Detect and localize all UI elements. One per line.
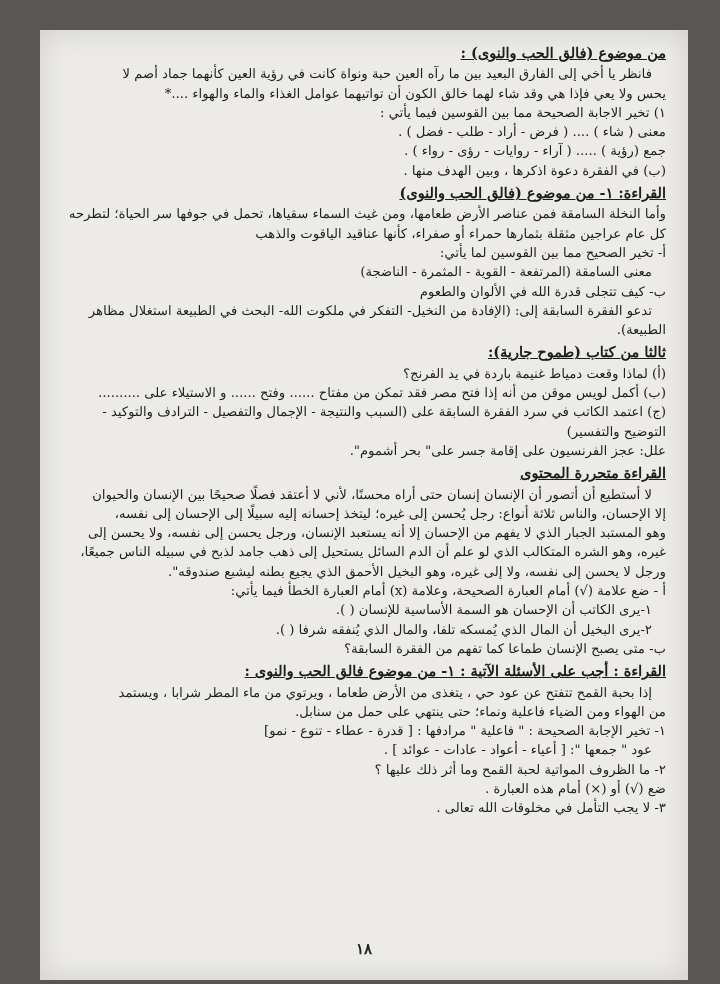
section-3-header: ثالثا من كتاب (طموح جارية): <box>487 344 666 362</box>
section-1 <box>62 44 666 181</box>
question-line: عود " جمعها ": [ أعياء - أعواد - عادات - عوائد ] . <box>383 743 652 759</box>
passage-line: ورجل لا يحسن إلى نفسه، ولا إلى غيره، وهو البخيل الأحمق الذي يجيع بطنه ليشبع صندوقه". <box>168 564 666 580</box>
question-line: ب- متى يصبح الإنسان طماعا كما تفهم من الفقرة السابقة؟ <box>344 641 666 657</box>
passage-line: فانظر يا أخي إلى الفارق البعيد بين ما رآه العين حبة ونواة كانت في رؤية العين كأنهما جماد أصم لا <box>122 67 652 83</box>
section-3 <box>62 343 666 461</box>
question-line: علل: عجز الفرنسيون على إقامة جسر على" بحر أشموم". <box>349 443 666 459</box>
passage-line: وهو المستبد الجبار الذي لا يفهم من الإحسان إلا أنه يستعبد الإنسان، ورجل يحسن إلى نفسه، ولا يحسن إلى <box>87 526 666 542</box>
question-line: أ- تخير الصحيح مما بين القوسين لما يأتي: <box>439 245 666 261</box>
passage-line: لا أستطيع أن أتصور أن الإنسان إنسان حتى أراه محسنًا، لأني لا أعتقد فصلًا صحيحًا بين الإنسان والحيوان <box>92 487 652 503</box>
section-2 <box>62 184 666 340</box>
question-line: معنى ( شاء ) .... ( فرض - أراد - طلب - فضل ) . <box>398 125 666 141</box>
passage-line: غيره، وهو الشره المتكالب الذي لو علم أن الدم السائل يستحيل إلى ذهب جامد لذبح في سبيله الناس جميعًا، <box>80 545 666 561</box>
question-line: ١-يرى الكاتب أن الإحسان هو السمة الأساسية للإنسان ( ). <box>335 603 652 619</box>
question-line: (ب) أكمل لويس موقن من أنه إذا فتح مصر فقد تمكن من مفتاح ...... وفتح ...... و الاستيلاء على .......... <box>98 386 666 402</box>
question-line: جمع (رؤية ) ..... ( آراء - روايات - رؤى - رواء ) . <box>404 144 666 160</box>
question-line: ٢-يرى البخيل أن المال الذي يُمسكه تلفا، والمال الذي يُنفقه شرفا ( ). <box>275 622 652 638</box>
passage-line: كل عام عراجين مثقلة بثمارها حمراء أو صفراء، كأنها عناقيد الياقوت والذهب <box>255 226 666 242</box>
question-line: ضع (√) أو (×) أمام هذه العبارة . <box>485 781 666 797</box>
passage-line: وأما النخلة السامقة فمن عناصر الأرض طعامها، ومن غيث السماء سقياها، تحمل في جوفها سر الحياة؛ لتطرحه <box>68 207 666 223</box>
section-1-header: من موضوع (فالق الحب والنوى) : <box>460 45 666 62</box>
section-4 <box>62 464 666 659</box>
passage-line: إذا بحبة القمح تتفتح عن عود حي ، يتغذى من الأرض طعاما ، ويرتوي من ماء المطر شرابا ، ويستمد <box>118 685 652 701</box>
question-line: ١) تخير الاجابة الصحيحة مما بين القوسين فيما يأتي : <box>379 105 666 121</box>
question-line: الطبيعة). <box>616 323 666 339</box>
section-5-header: القراءة : أجب على الأسئلة الآتية : ١- من موضوع فالق الحب والنوى : <box>244 663 666 681</box>
question-line: ٣- لا يجب التأمل في مخلوقات الله تعالى . <box>436 801 666 817</box>
question-line: (ب) في الفقرة دعوة اذكرها ، وبين الهدف منها . <box>403 163 666 179</box>
passage-line: يحس ولا يعي فإذا هي وقد شاء لهما خالق الكون أن تواتيهما عوامل الغذاء والماء والهواء ....* <box>164 86 666 102</box>
question-line: (ج) اعتمد الكاتب في سرد الفقرة السابقة على (السبب والنتيجة - الإجمال والتفصيل - الترادف والتوكيد - <box>102 405 666 421</box>
section-5 <box>62 662 666 818</box>
question-line: أ - ضع علامة (√) أمام العبارة الصحيحة، وعلامة (x) أمام العبارة الخطأ فيما يأتي: <box>230 584 666 600</box>
question-line: ب- كيف تتجلى قدرة الله في الألوان والطعوم <box>419 284 666 300</box>
section-4-header: القراءة متحررة المحتوى <box>520 465 666 483</box>
question-line: التوضيح والتفسير) <box>566 424 666 440</box>
page-content <box>62 44 666 822</box>
question-line: (أ) لماذا وقعت دمياط غنيمة باردة في يد الفرنج؟ <box>403 366 666 382</box>
question-line: ١- تخير الإجابة الصحيحة : " فاعلية " مرادفها : [ قدرة - عطاء - تنوع - نمو] <box>264 724 666 740</box>
section-2-header: القراءة: ١- من موضوع (فالق الحب والنوى) <box>399 185 666 203</box>
document-page <box>40 30 688 980</box>
question-line: ٢- ما الظروف المواتية لحبة القمح وما أثر ذلك عليها ؟ <box>374 762 666 778</box>
question-line: تدعو الفقرة السابقة إلى: (الإفادة من النخيل- التفكر في ملكوت الله- البحث في الطبيعة استغلال مظاهر <box>88 303 652 319</box>
page-number: ١٨ <box>355 940 373 958</box>
passage-line: إلا الإحسان، والناس ثلاثة أنواع: رجل يُحسن إلى غيره؛ ليتخذ إحسانه إليه سبيلًا إلى الإحسان إلى نفسه، <box>114 506 666 522</box>
passage-line: من الهواء ومن الضياء فاعلية ونماء؛ حتى ينتهي على حمل من سنابل. <box>295 704 666 720</box>
question-line: معنى السامقة (المرتفعة - القوية - المثمرة - الناضجة) <box>360 265 652 281</box>
